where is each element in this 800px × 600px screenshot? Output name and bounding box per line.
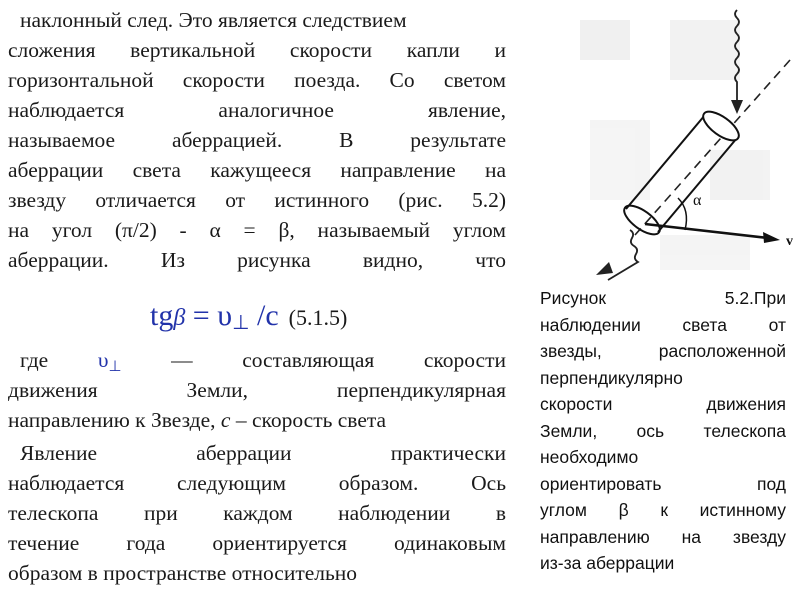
- text-line: телескопа при каждом наблюдении в: [8, 501, 506, 525]
- c-symbol: с: [220, 408, 231, 432]
- formula-beta: β: [173, 305, 186, 331]
- text-line: сложения вертикальной скорости капли и: [8, 38, 506, 62]
- text-line: наблюдается аналогичное явление,: [8, 98, 506, 122]
- alpha-arc: [678, 198, 686, 230]
- text-fragment: — составляющая скорости: [121, 348, 506, 372]
- aberration-figure: [560, 0, 800, 285]
- text-line: [8, 345, 506, 375]
- text-line: звезду отличается от истинного (рис. 5.2): [8, 188, 506, 212]
- formula-perp: ⊥: [232, 312, 250, 334]
- text-line: называемое аберрацией. В результате: [8, 128, 506, 152]
- figure-caption: [540, 285, 786, 577]
- text-fragment: – скорость света: [230, 408, 387, 432]
- caption-line: скорости движения: [540, 394, 786, 414]
- main-text-paragraph-2: [8, 345, 506, 435]
- true-direction-dashed-line: [635, 60, 790, 235]
- outgoing-arrowhead: [596, 262, 613, 275]
- text-fragment: где: [20, 348, 98, 372]
- incoming-arrowhead: [731, 100, 743, 114]
- text-line: на угол (π/2) - α = β, называемый углом: [8, 218, 506, 242]
- caption-line: Земли, ось телескопа: [540, 420, 786, 441]
- text-line: Явление аберрации практически: [20, 441, 506, 465]
- text-line: движения Земли, перпендикулярная: [8, 378, 506, 402]
- text-line: течение года ориентируется одинаковым: [8, 531, 506, 555]
- caption-line: перпендикулярно: [540, 367, 683, 388]
- text-line: образом в пространстве относительно: [8, 561, 358, 585]
- caption-line: из-за аберрации: [540, 553, 675, 573]
- text-line: аберрации. Из рисунка видно, что: [8, 248, 506, 272]
- formula-rhs: /c: [249, 299, 279, 332]
- velocity-symbol: υ: [97, 348, 109, 372]
- caption-line: необходимо: [540, 447, 639, 467]
- text-line: наблюдается следующим образом. Ось: [8, 471, 506, 495]
- formula-number: (5.1.5): [288, 305, 348, 330]
- formula-eq: = υ: [185, 299, 233, 332]
- text-line: горизонтальной скорости поезда. Со светом: [8, 68, 506, 92]
- alpha-label: α: [693, 192, 702, 209]
- main-text-paragraph-3: [8, 438, 506, 588]
- text-fragment: направлению к Звезде,: [8, 408, 221, 432]
- caption-line: направлению на звезду: [540, 526, 786, 547]
- formula-5-1-5: [150, 299, 347, 335]
- background-smudge: [580, 20, 770, 270]
- caption-line: углом β к истинному: [540, 500, 786, 520]
- text-line: аберрации света кажущееся направление на: [8, 158, 506, 182]
- v-label: v: [786, 234, 793, 249]
- caption-line: наблюдении света от: [540, 314, 786, 335]
- velocity-arrowhead: [763, 232, 780, 243]
- caption-line: звезды, расположенной: [540, 341, 786, 361]
- caption-line: Рисунок 5.2.При: [540, 288, 786, 308]
- formula-tg: tg: [150, 299, 174, 332]
- text-line: наклонный след. Это является следствием: [20, 8, 407, 32]
- text-line: [8, 405, 506, 435]
- caption-line: ориентировать под: [540, 473, 786, 494]
- main-text-paragraph-1: [8, 5, 506, 275]
- perp-symbol: ⊥: [108, 359, 122, 375]
